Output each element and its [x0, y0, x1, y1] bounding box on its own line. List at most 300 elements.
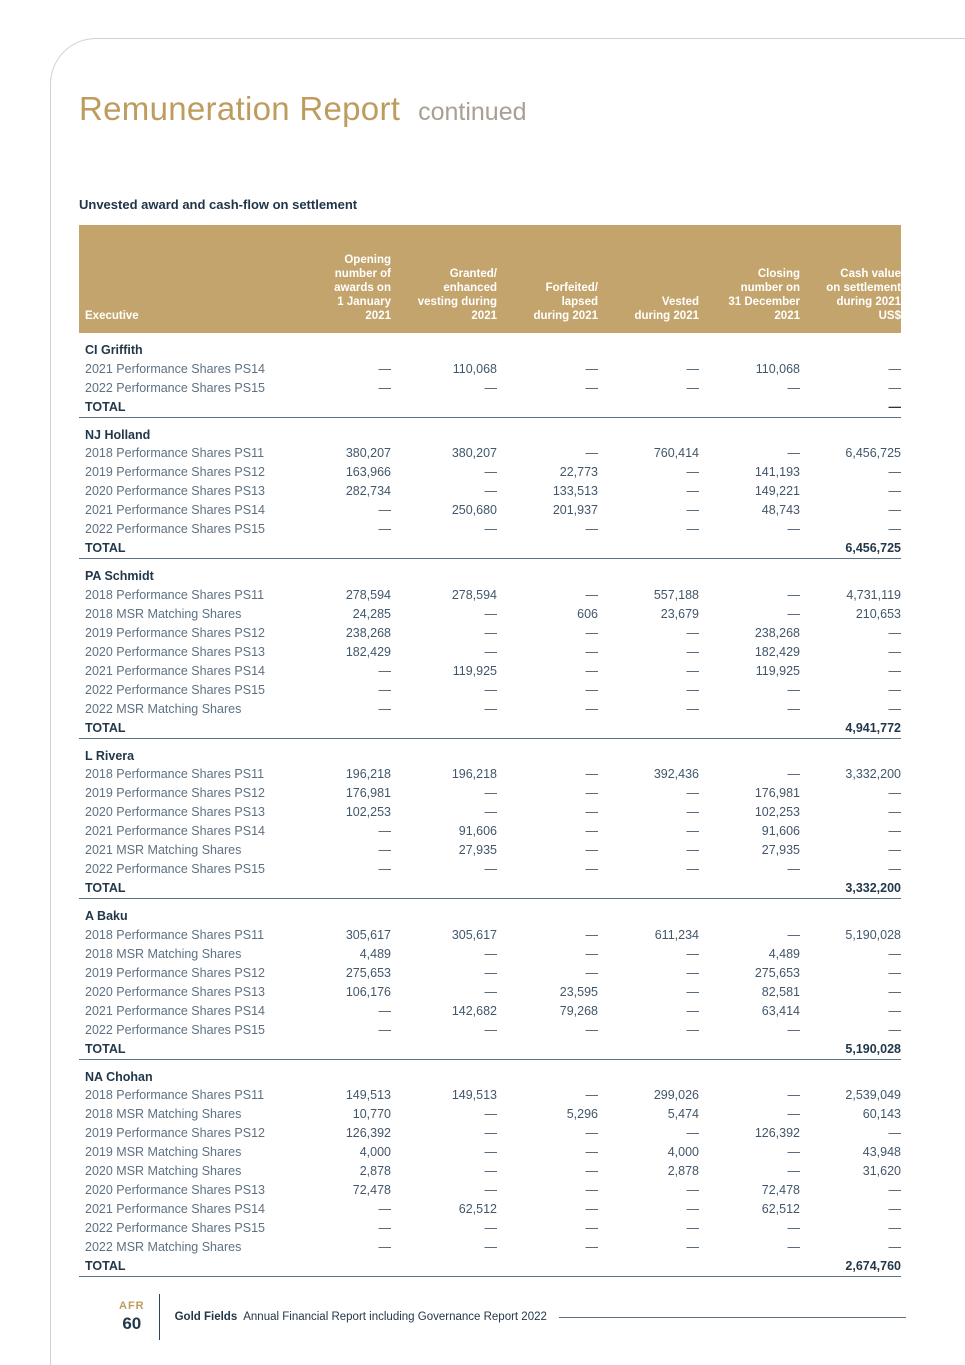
award-value: — — [378, 1202, 391, 1216]
award-label: 2022 Performance Shares PS15 — [85, 682, 265, 697]
award-row — [79, 982, 901, 1001]
footer-text — [175, 1311, 547, 1323]
award-label: 2018 MSR Matching Shares — [85, 606, 242, 621]
award-label: 2020 Performance Shares PS13 — [85, 984, 265, 999]
award-value: — — [585, 587, 598, 602]
award-row — [79, 841, 901, 860]
award-value: — — [888, 380, 901, 395]
award-value: — — [484, 1107, 497, 1121]
award-value: — — [888, 625, 901, 640]
award-label: 2022 Performance Shares PS15 — [85, 1221, 265, 1235]
award-label: 2018 Performance Shares PS11 — [85, 587, 265, 602]
award-label: 2018 Performance Shares PS11 — [85, 927, 265, 942]
total-spacer-cell — [497, 397, 598, 417]
total-spacer-cell — [497, 1039, 598, 1059]
award-value: 5,474 — [667, 1107, 699, 1121]
award-value: — — [888, 965, 901, 980]
award-value: 106,176 — [345, 984, 391, 999]
award-row — [79, 1086, 901, 1105]
award-value: — — [787, 522, 800, 536]
total-row — [79, 397, 901, 417]
total-spacer-cell — [391, 539, 497, 559]
total-value: — — [800, 397, 901, 417]
award-value: — — [378, 824, 391, 838]
award-value: — — [378, 1022, 391, 1037]
award-value: — — [585, 767, 598, 781]
award-value: 760,414 — [653, 446, 699, 460]
award-value: — — [686, 1183, 699, 1197]
column-header-granted-enhanced: Granted/ enhanced vesting during 2021 — [391, 225, 497, 333]
section-heading: Unvested award and cash-flow on settlement — [79, 197, 358, 212]
column-header-forfeited-lapsed: Forfeited/ lapsed during 2021 — [497, 225, 598, 333]
award-value: — — [585, 644, 598, 659]
award-row — [79, 661, 901, 680]
award-row — [79, 378, 901, 397]
award-value: — — [585, 805, 598, 819]
column-header-opening-number: Opening number of awards on 1 January 2021 — [291, 225, 391, 333]
award-label: 2018 Performance Shares PS11 — [85, 1088, 265, 1102]
award-value: — — [888, 1183, 901, 1197]
total-spacer-cell — [291, 1039, 391, 1059]
executive-group-row — [79, 417, 901, 444]
award-value: 380,207 — [451, 446, 497, 460]
award-value: — — [484, 1221, 497, 1235]
award-value: — — [686, 824, 699, 838]
award-label: 2022 Performance Shares PS15 — [85, 1022, 265, 1037]
total-spacer-cell — [497, 879, 598, 899]
award-value: — — [686, 701, 699, 716]
award-value: 102,253 — [345, 805, 391, 819]
award-value: — — [484, 625, 497, 640]
award-label: 2022 Performance Shares PS15 — [85, 862, 265, 876]
total-spacer-cell — [391, 1257, 497, 1277]
award-value: — — [787, 767, 800, 781]
total-row — [79, 1039, 901, 1059]
executive-group-row — [79, 899, 901, 926]
award-value: — — [378, 522, 391, 536]
award-row — [79, 1162, 901, 1181]
award-value: 275,653 — [754, 965, 800, 980]
award-row — [79, 1200, 901, 1219]
award-row — [79, 784, 901, 803]
award-label: 2021 Performance Shares PS14 — [85, 663, 265, 678]
award-value: — — [686, 862, 699, 876]
award-value: — — [888, 361, 901, 376]
award-value: — — [686, 380, 699, 395]
total-spacer-cell — [699, 539, 800, 559]
footer-brand: Gold Fields — [174, 1311, 238, 1323]
award-value: — — [378, 380, 391, 395]
award-label: 2021 Performance Shares PS14 — [85, 824, 265, 838]
award-value: — — [787, 1145, 800, 1159]
award-value: — — [484, 1183, 497, 1197]
award-value: 6,456,725 — [845, 446, 901, 460]
award-value: — — [686, 946, 699, 961]
total-spacer-cell — [598, 539, 699, 559]
total-value: 6,456,725 — [800, 539, 901, 559]
award-value: — — [484, 644, 497, 659]
award-value: — — [888, 484, 901, 498]
award-value: — — [585, 824, 598, 838]
award-value: — — [484, 1164, 497, 1178]
total-spacer-cell — [291, 718, 391, 738]
award-row — [79, 520, 901, 539]
award-value: 133,513 — [552, 484, 598, 498]
award-row — [79, 860, 901, 879]
total-spacer-cell — [291, 1257, 391, 1277]
award-label: 2020 Performance Shares PS13 — [85, 1183, 265, 1197]
total-spacer-cell — [391, 718, 497, 738]
award-row — [79, 803, 901, 822]
award-value: — — [787, 1088, 800, 1102]
award-value: 27,935 — [458, 843, 497, 857]
award-row — [79, 482, 901, 501]
award-value: — — [787, 1221, 800, 1235]
award-value: — — [888, 522, 901, 536]
award-value: 119,925 — [452, 663, 497, 678]
award-value: 176,981 — [345, 786, 391, 800]
award-value: — — [787, 587, 800, 602]
award-value: 4,000 — [667, 1145, 699, 1159]
award-value: 149,513 — [451, 1088, 497, 1102]
total-label: TOTAL — [79, 879, 291, 899]
award-value: 23,679 — [660, 606, 699, 621]
award-value: — — [484, 1240, 497, 1254]
award-row — [79, 623, 901, 642]
award-label: 2018 MSR Matching Shares — [85, 946, 242, 961]
award-value: — — [378, 1240, 391, 1254]
award-value: — — [888, 1126, 901, 1140]
award-value: — — [686, 663, 699, 678]
award-label: 2021 Performance Shares PS14 — [85, 361, 265, 376]
award-label: 2022 MSR Matching Shares — [85, 701, 242, 716]
award-value: — — [787, 927, 800, 942]
award-value: — — [585, 361, 598, 376]
award-value: — — [787, 1107, 800, 1121]
award-row — [79, 359, 901, 378]
award-value: — — [686, 1240, 699, 1254]
award-value: 182,429 — [754, 644, 800, 659]
award-value: 22,773 — [559, 465, 598, 479]
award-value: 4,000 — [359, 1145, 391, 1159]
award-value: — — [585, 1221, 598, 1235]
total-spacer-cell — [598, 1039, 699, 1059]
award-value: — — [888, 1202, 901, 1216]
award-value: 2,878 — [359, 1164, 391, 1178]
table-body — [79, 333, 901, 1277]
award-value: — — [888, 984, 901, 999]
award-value: 72,478 — [352, 1183, 391, 1197]
award-value: — — [787, 682, 800, 697]
award-value: 79,268 — [559, 1003, 598, 1018]
award-value: 141,193 — [754, 465, 800, 479]
award-label: 2019 Performance Shares PS12 — [85, 786, 265, 800]
total-row — [79, 879, 901, 899]
award-value: — — [686, 965, 699, 980]
award-value: — — [888, 786, 901, 800]
award-value: — — [686, 1202, 699, 1216]
award-value: 196,218 — [345, 767, 391, 781]
award-value: 110,068 — [755, 361, 800, 376]
footer-vertical-divider — [159, 1294, 160, 1340]
award-row — [79, 680, 901, 699]
award-value: — — [585, 862, 598, 876]
award-value: 238,268 — [345, 625, 391, 640]
award-value: 3,332,200 — [845, 767, 901, 781]
award-value: — — [888, 805, 901, 819]
award-value: 4,489 — [359, 946, 391, 961]
award-value: — — [888, 682, 901, 697]
award-value: — — [484, 484, 497, 498]
footer-horizontal-rule — [559, 1317, 906, 1318]
award-value: — — [888, 824, 901, 838]
award-row — [79, 1238, 901, 1257]
award-row — [79, 585, 901, 604]
award-value: — — [787, 380, 800, 395]
award-row — [79, 1105, 901, 1124]
award-value: 163,966 — [345, 465, 391, 479]
award-label: 2018 MSR Matching Shares — [85, 1107, 242, 1121]
total-spacer-cell — [699, 1039, 800, 1059]
award-value: — — [585, 1164, 598, 1178]
award-value: — — [787, 446, 800, 460]
award-value: — — [484, 862, 497, 876]
award-value: 176,981 — [754, 786, 800, 800]
award-value: 250,680 — [451, 503, 497, 517]
award-value: 606 — [577, 606, 598, 621]
award-row — [79, 765, 901, 784]
award-label: 2020 Performance Shares PS13 — [85, 484, 265, 498]
award-value: — — [484, 1126, 497, 1140]
total-label: TOTAL — [79, 1039, 291, 1059]
award-value: — — [787, 862, 800, 876]
award-value: — — [484, 522, 497, 536]
total-value: 5,190,028 — [800, 1039, 901, 1059]
award-value: — — [686, 522, 699, 536]
award-value: 305,617 — [345, 927, 391, 942]
award-label: 2019 Performance Shares PS12 — [85, 625, 265, 640]
award-value: 238,268 — [754, 625, 800, 640]
award-value: 72,478 — [761, 1183, 800, 1197]
award-value: — — [585, 786, 598, 800]
award-value: — — [686, 1221, 699, 1235]
total-spacer-cell — [699, 879, 800, 899]
award-row — [79, 1181, 901, 1200]
award-value: — — [378, 503, 391, 517]
award-value: 23,595 — [559, 984, 598, 999]
award-value: 275,653 — [345, 965, 391, 980]
award-value: — — [888, 1022, 901, 1037]
award-value: 2,878 — [667, 1164, 699, 1178]
total-spacer-cell — [497, 1257, 598, 1277]
award-value: — — [378, 1003, 391, 1018]
total-label: TOTAL — [79, 718, 291, 738]
award-row — [79, 1124, 901, 1143]
award-value: 182,429 — [345, 644, 391, 659]
award-value: — — [686, 1022, 699, 1037]
award-label: 2021 Performance Shares PS14 — [85, 1003, 265, 1018]
award-value: — — [686, 786, 699, 800]
award-value: 142,682 — [451, 1003, 497, 1018]
award-value: — — [484, 786, 497, 800]
executive-group-row — [79, 333, 901, 359]
award-value: — — [484, 984, 497, 999]
afr-label: AFR — [119, 1300, 145, 1312]
award-value: 392,436 — [653, 767, 699, 781]
award-value: 380,207 — [345, 446, 391, 460]
total-row — [79, 1257, 901, 1277]
award-value: — — [686, 484, 699, 498]
page-title-main: Remuneration Report — [79, 90, 401, 127]
total-spacer-cell — [598, 397, 699, 417]
award-value: 63,414 — [761, 1003, 800, 1018]
award-value: 10,770 — [352, 1107, 391, 1121]
award-row — [79, 1020, 901, 1039]
award-row — [79, 501, 901, 520]
award-value: 201,937 — [552, 503, 598, 517]
executive-name: L Rivera — [85, 748, 135, 763]
total-spacer-cell — [699, 1257, 800, 1277]
award-value: — — [484, 701, 497, 716]
award-row — [79, 642, 901, 661]
award-value: 43,948 — [862, 1145, 901, 1159]
award-value: — — [378, 682, 391, 697]
award-value: — — [787, 1022, 800, 1037]
unvested-awards-table — [79, 225, 901, 1277]
total-spacer-cell — [391, 879, 497, 899]
award-value: — — [484, 1145, 497, 1159]
award-value: — — [686, 682, 699, 697]
page-footer — [119, 1294, 906, 1340]
afr-page-block — [119, 1300, 145, 1334]
award-value: — — [585, 843, 598, 857]
award-value: 2,539,049 — [845, 1088, 901, 1102]
award-value: — — [484, 682, 497, 697]
award-value: 110,068 — [452, 361, 497, 376]
award-row — [79, 1219, 901, 1238]
award-value: — — [378, 361, 391, 376]
award-row — [79, 1143, 901, 1162]
award-value: — — [585, 927, 598, 942]
award-value: 299,026 — [653, 1088, 699, 1102]
total-value: 4,941,772 — [800, 718, 901, 738]
award-value: 60,143 — [862, 1107, 901, 1121]
award-value: — — [585, 1183, 598, 1197]
column-header-closing-number: Closing number on 31 December 2021 — [699, 225, 800, 333]
award-row — [79, 604, 901, 623]
award-label: 2021 MSR Matching Shares — [85, 843, 242, 857]
award-value: 149,513 — [345, 1088, 391, 1102]
page-number: 60 — [122, 1314, 142, 1333]
award-row — [79, 463, 901, 482]
award-value: 31,620 — [862, 1164, 901, 1178]
total-label: TOTAL — [79, 539, 291, 559]
award-value: 119,925 — [755, 663, 800, 678]
award-value: 305,617 — [451, 927, 497, 942]
total-spacer-cell — [391, 397, 497, 417]
award-label: 2021 Performance Shares PS14 — [85, 503, 265, 517]
award-value: — — [378, 663, 391, 678]
table-header-row — [79, 225, 901, 333]
award-value: — — [888, 465, 901, 479]
award-row — [79, 925, 901, 944]
award-value: 282,734 — [345, 484, 391, 498]
award-value: — — [888, 1240, 901, 1254]
award-value: 4,489 — [768, 946, 800, 961]
award-value: 62,512 — [761, 1202, 800, 1216]
award-value: — — [585, 1240, 598, 1254]
award-label: 2019 MSR Matching Shares — [85, 1145, 242, 1159]
award-value: 82,581 — [761, 984, 800, 999]
award-value: — — [686, 644, 699, 659]
award-value: — — [484, 805, 497, 819]
footer-report-title: Annual Financial Report including Governance Report 2022 — [243, 1311, 547, 1323]
award-value: — — [888, 663, 901, 678]
award-value: — — [787, 1164, 800, 1178]
award-value: — — [484, 465, 497, 479]
award-value: — — [484, 380, 497, 395]
executive-name: NJ Holland — [85, 427, 151, 442]
award-row — [79, 822, 901, 841]
award-value: 91,606 — [761, 824, 800, 838]
column-header-executive: Executive — [79, 225, 291, 333]
award-value: 126,392 — [754, 1126, 800, 1140]
award-value: — — [686, 503, 699, 517]
total-label: TOTAL — [79, 397, 291, 417]
award-value: — — [888, 862, 901, 876]
award-label: 2019 Performance Shares PS12 — [85, 965, 265, 980]
award-value: 278,594 — [451, 587, 497, 602]
award-value: 126,392 — [345, 1126, 391, 1140]
award-label: 2018 Performance Shares PS11 — [85, 446, 265, 460]
award-value: — — [686, 625, 699, 640]
award-value: — — [378, 843, 391, 857]
award-value: — — [585, 522, 598, 536]
award-value: — — [585, 682, 598, 697]
total-spacer-cell — [699, 397, 800, 417]
award-value: 4,731,119 — [846, 587, 901, 602]
award-value: 24,285 — [352, 606, 391, 621]
award-value: — — [888, 843, 901, 857]
total-row — [79, 718, 901, 738]
executive-name: NA Chohan — [85, 1069, 153, 1084]
award-value: — — [686, 1126, 699, 1140]
award-value: — — [484, 1022, 497, 1037]
award-value: 278,594 — [345, 587, 391, 602]
award-label: 2022 Performance Shares PS15 — [85, 522, 265, 536]
award-row — [79, 444, 901, 463]
executive-name: CI Griffith — [85, 343, 143, 357]
award-value: — — [686, 465, 699, 479]
award-value: — — [686, 805, 699, 819]
award-value: — — [888, 701, 901, 716]
executive-group-row — [79, 1059, 901, 1086]
column-header-vested: Vested during 2021 — [598, 225, 699, 333]
page-title — [79, 90, 527, 128]
award-value: — — [585, 1126, 598, 1140]
executive-name: PA Schmidt — [85, 569, 154, 583]
page-title-continued: continued — [418, 98, 527, 126]
award-row — [79, 699, 901, 718]
award-value: — — [787, 1240, 800, 1254]
award-value: — — [888, 503, 901, 517]
award-value: 48,743 — [761, 503, 800, 517]
award-value: — — [585, 1088, 598, 1102]
award-row — [79, 963, 901, 982]
total-row — [79, 539, 901, 559]
column-header-cash-value: Cash value on settlement during 2021 US$ — [800, 225, 901, 333]
award-value: — — [484, 606, 497, 621]
